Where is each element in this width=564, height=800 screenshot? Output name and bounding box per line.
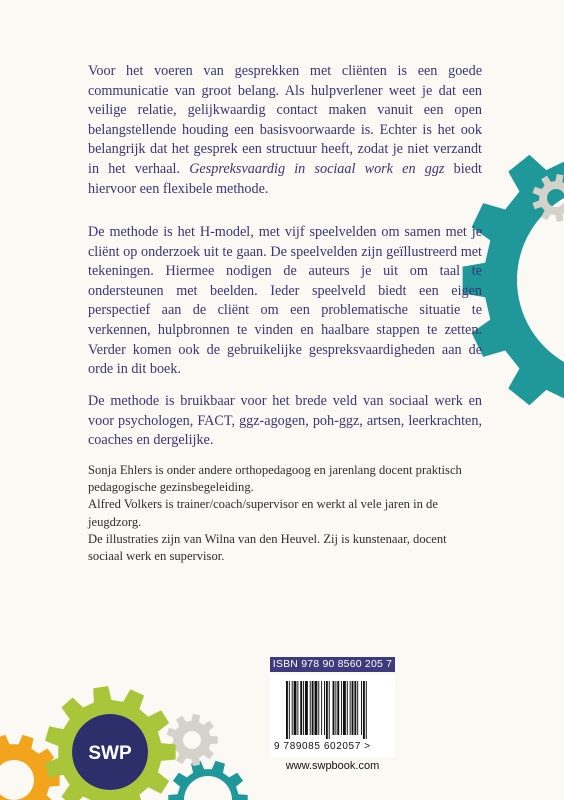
barcode-bar [354, 681, 356, 735]
isbn-label: ISBN 978 90 8560 205 7 [270, 657, 395, 672]
barcode-bar [333, 681, 335, 735]
barcode-bar [337, 681, 339, 735]
intro-text: Voor het voeren van gesprekken met cliënten is een goede communicatie van groot belang. Als hulpverlener weet je dat een veilige relatie, gelijkwaardig contact maken vanuit een open belangstellende houding een basisvoorwaarde is. Echter is het ook belangrijk dat het gesprek een structuur heeft, zodat je niet verzandt in het verhaal. [88, 63, 482, 177]
barcode-bar [347, 681, 348, 735]
author-bio-ehlers: Sonja Ehlers is onder andere orthopedagoog en jarenlang docent praktisch pedagogische gezinsbegeleiding. [88, 463, 462, 495]
author-bio-volkers: Alfred Volkers is trainer/coach/supervisor en werkt al vele jaren in de jeugdzorg. [88, 497, 438, 529]
barcode-bar [326, 681, 328, 739]
barcode-bar [363, 681, 365, 739]
barcode-bar [357, 681, 358, 735]
barcode-bar [366, 681, 367, 739]
barcode-bar [297, 681, 298, 735]
audience-paragraph: De methode is bruikbaar voor het brede veld van sociaal werk en voor psychologen, FACT, ggz-agogen, poh-ggz, artsen, leerkrachten, coaches en dergelijke. [88, 393, 482, 449]
intro-paragraph [88, 62, 482, 199]
barcode-bar [321, 681, 322, 735]
publisher-logo: SWP [88, 743, 132, 764]
barcode-bar [315, 681, 318, 735]
publisher-website[interactable]: www.swpbook.com [285, 760, 380, 772]
barcode-bar [286, 681, 288, 739]
teal-gear-bottom-icon [168, 761, 247, 800]
author-bios [88, 462, 482, 565]
barcode-bar [343, 681, 346, 735]
barcode-bar [350, 681, 351, 735]
method-paragraph: De methode is het H-model, met vijf speelvelden om samen met je cliënt op onderzoek uit te gaan. De speelvelden zijn geïllustreerd met tekeningen. Hiermee nodigen de auteurs je uit om taal te ondersteunen met beelden. Ieder speelveld biedt een eigen perspectief aan de cliënt om een problematische situatie te verkennen, hulpbronnen te vinden en haalbare stappen te zetten. Verder komen ook de gebruikelijke gespreksvaardigheden aan de orde in dit boek. [88, 224, 482, 378]
barcode-bar [305, 681, 308, 735]
book-title-reference: Gespreksvaardig in sociaal work en ggz [189, 160, 445, 177]
illustrator-bio: De illustraties zijn van Wilna van den Heuvel. Zij is kunstenaar, docent sociaal werk en supervisor. [88, 531, 447, 564]
barcode-bar [324, 681, 325, 735]
barcode-icon [286, 681, 390, 739]
barcode-bar [341, 681, 342, 735]
barcode-bar [292, 681, 293, 735]
barcode-bar [318, 681, 319, 735]
barcode-bar [303, 681, 304, 735]
barcode-bar [312, 681, 314, 735]
barcode [270, 675, 395, 757]
barcode-bar [352, 681, 354, 735]
barcode-bar [289, 681, 290, 739]
barcode-bar [361, 681, 362, 735]
barcode-digits: 9 789085 602057 > [274, 741, 371, 752]
barcode-bar [294, 681, 297, 735]
intro-text-end: biedt hiervoor een flexibele methode. [88, 160, 482, 197]
barcode-bar [329, 681, 330, 739]
barcode-bar [335, 681, 336, 735]
barcode-bar [300, 681, 302, 735]
barcode-bar [310, 681, 311, 735]
